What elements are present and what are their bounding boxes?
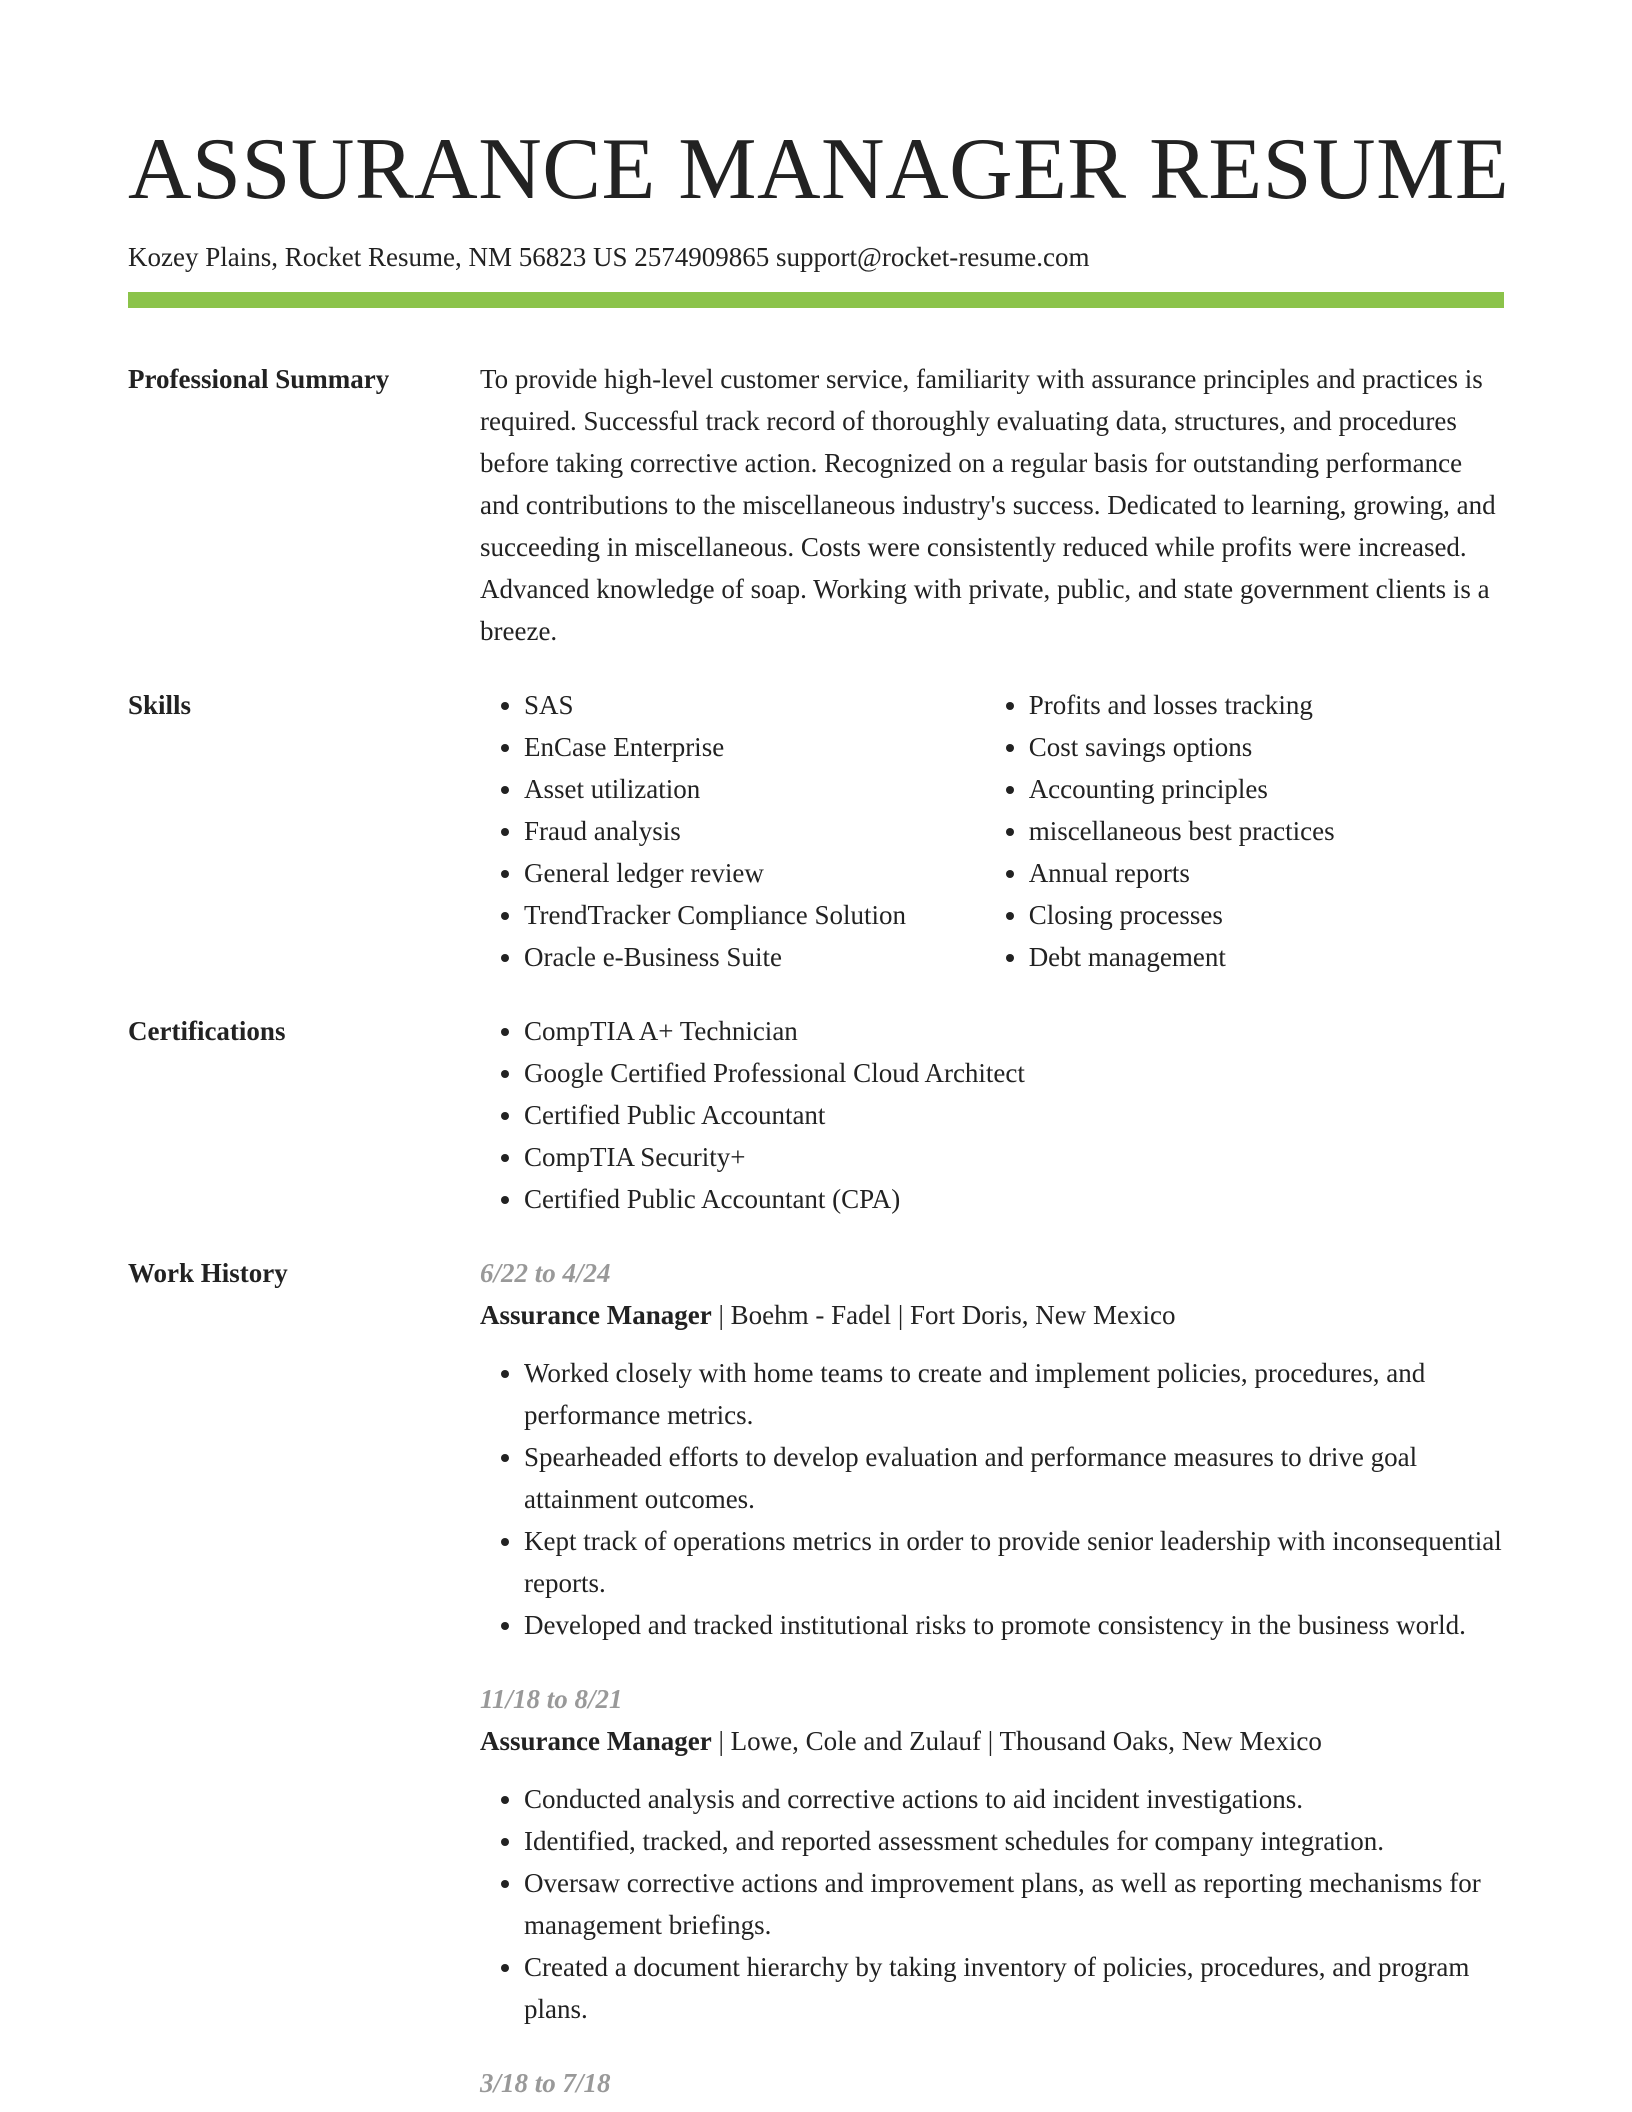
skills-list-left <box>480 684 985 978</box>
skill-item: • Cost savings options <box>1029 726 1504 768</box>
certification-item: • Certified Public Accountant (CPA) <box>524 1178 1504 1220</box>
skill-item: • EnCase Enterprise <box>524 726 985 768</box>
work-history-section <box>128 1252 1504 2104</box>
skills-section <box>128 684 1504 978</box>
job-bullets <box>480 1778 1504 2030</box>
certification-item: • Certified Public Accountant <box>524 1094 1504 1136</box>
skill-item: • Fraud analysis <box>524 810 985 852</box>
certification-item: • CompTIA Security+ <box>524 1136 1504 1178</box>
skill-item: • Oracle e-Business Suite <box>524 936 985 978</box>
job-entry <box>480 1678 1504 2030</box>
job-bullet: • Identified, tracked, and reported assessment schedules for company integration. <box>524 1820 1504 1862</box>
section-label-skills: Skills <box>128 690 192 720</box>
job-dates: 11/18 to 8/21 <box>480 1684 623 1714</box>
section-label-work-history: Work History <box>128 1258 288 1288</box>
skill-item: • Asset utilization <box>524 768 985 810</box>
job-heading <box>480 1720 1504 1762</box>
certifications-section <box>128 1010 1504 1220</box>
job-entry <box>480 1252 1504 1646</box>
skill-item: • General ledger review <box>524 852 985 894</box>
skill-item: • miscellaneous best practices <box>1029 810 1504 852</box>
job-dates: 3/18 to 7/18 <box>480 2068 611 2098</box>
job-details: | Lowe, Cole and Zulauf | Thousand Oaks, New Mexico <box>711 1726 1322 1756</box>
skill-item: • Profits and losses tracking <box>1029 684 1504 726</box>
job-title: Assurance Manager <box>480 1726 712 1756</box>
certification-item: • CompTIA A+ Technician <box>524 1010 1504 1052</box>
job-bullet: • Created a document hierarchy by taking inventory of policies, procedures, and program plans. <box>524 1946 1504 2030</box>
job-bullet: • Oversaw corrective actions and improvement plans, as well as reporting mechanisms for management briefings. <box>524 1862 1504 1946</box>
job-heading <box>480 1294 1504 1336</box>
skill-item: • Accounting principles <box>1029 768 1504 810</box>
skill-item: • Closing processes <box>1029 894 1504 936</box>
job-bullet: • Worked closely with home teams to create and implement policies, procedures, and performance metrics. <box>524 1352 1504 1436</box>
skill-item: • SAS <box>524 684 985 726</box>
resume-title: ASSURANCE MANAGER RESUME <box>128 121 1510 218</box>
job-bullet: • Conducted analysis and corrective actions to aid incident investigations. <box>524 1778 1504 1820</box>
certification-item: • Google Certified Professional Cloud Architect <box>524 1052 1504 1094</box>
job-bullet: • Spearheaded efforts to develop evaluation and performance measures to drive goal attainment outcomes. <box>524 1436 1504 1520</box>
skill-item: • TrendTracker Compliance Solution <box>524 894 985 936</box>
job-details: | Boehm - Fadel | Fort Doris, New Mexico <box>711 1300 1176 1330</box>
section-label-summary: Professional Summary <box>128 364 390 394</box>
accent-divider <box>128 292 1504 308</box>
job-dates: 6/22 to 4/24 <box>480 1258 611 1288</box>
resume-page <box>128 0 1510 2104</box>
skills-list-right <box>985 684 1504 978</box>
summary-text: To provide high-level customer service, familiarity with assurance principles and practices is required. Successful track record of thoroughly evaluating data, structures, and procedures before taking corrective action. Recognized on a regular basis for outstanding performance and contributions to the miscellaneous industry's success. Dedicated to learning, growing, and succeeding in miscellaneous. Costs were consistently reduced while profits were increased. Advanced knowledge of soap. Working with private, public, and state government clients is a breeze. <box>480 364 1496 646</box>
certifications-list <box>480 1010 1504 1220</box>
skill-item: • Annual reports <box>1029 852 1504 894</box>
job-title: Assurance Manager <box>480 1300 712 1330</box>
skill-item: • Debt management <box>1029 936 1504 978</box>
contact-line: Kozey Plains, Rocket Resume, NM 56823 US 2574909865 support@rocket-resume.com <box>128 242 1090 272</box>
section-label-certifications: Certifications <box>128 1016 286 1046</box>
job-bullets <box>480 1352 1504 1646</box>
job-entry <box>480 2062 1504 2104</box>
job-bullet: • Kept track of operations metrics in order to provide senior leadership with inconsequential reports. <box>524 1520 1504 1604</box>
job-bullet: • Developed and tracked institutional risks to promote consistency in the business world. <box>524 1604 1504 1646</box>
professional-summary-section <box>128 358 1504 652</box>
